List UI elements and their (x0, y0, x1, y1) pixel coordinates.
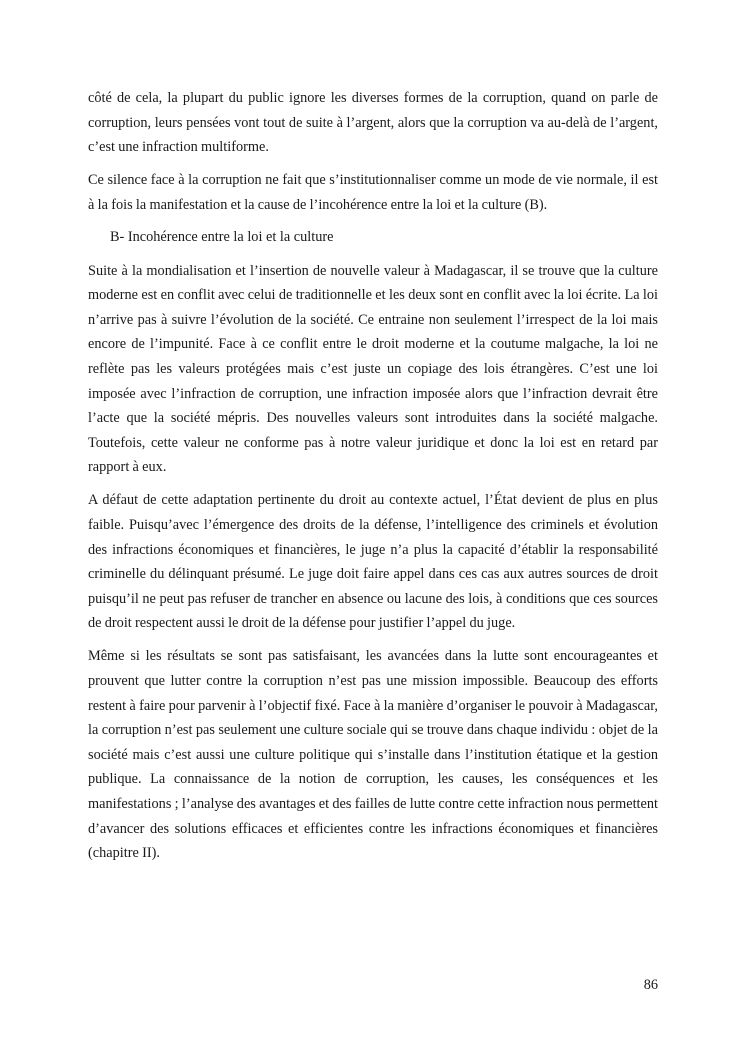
paragraph-mondialisation: Suite à la mondialisation et l’insertion de nouvelle valeur à Madagascar, il se trouve que la culture moderne est en conflit avec celui de traditionnelle et les deux sont en conflit avec la loi écrite. La loi n’arrive pas à suivre l’évolution de la société. Ce entraine non seulement l’irrespect de la loi mais encore de l’impunité. Face à ce conflit entre le droit moderne et la coutume malgache, la loi ne reflète pas les valeurs protégées mais c’est juste un copiage des lois étrangères. C’est une loi imposée avec l’infraction de corruption, une infraction imposée alors que l’infraction devrait être l’acte que la société mépris. Des nouvelles valeurs sont introduites dans la société malgache. Toutefois, cette valeur ne conforme pas à notre valeur juridique et donc la loi est en retard par rapport à eux. (88, 262, 658, 476)
page-number: 86 (643, 977, 658, 993)
page-body (88, 86, 658, 866)
paragraph-adaptation: A défaut de cette adaptation pertinente du droit au contexte actuel, l’État devient de plus en plus faible. Puisqu’avec l’émergence des droits de la défense, l’intelligence des criminels et évolution des infractions économiques et financières, le juge n’a plus la capacité d’établir la responsabilité criminelle du délinquant présumé. Le juge doit faire appel dans ces cas aux autres sources de droit puisqu’il ne peut pas refuser de trancher en absence ou lacune des lois, à conditions que ces sources de droit respectent aussi le droit de la défense pour justifier l’appel du juge. (88, 492, 658, 632)
section-heading: B- Incohérence entre la loi et la culture (110, 229, 334, 246)
paragraph-resultats: Même si les résultats se sont pas satisfaisant, les avancées dans la lutte sont encourageantes et prouvent que lutter contre la corruption n’est pas une mission impossible. Beaucoup des efforts restent à faire pour parvenir à l’objectif fixé. Face à la manière d’organiser le pouvoir à Madagascar, la corruption n’est pas seulement une culture sociale qui se trouve dans chaque individu : objet de la société mais c’est aussi une culture politique qui s’installe dans l’institution étatique et la gestion publique. La connaissance de la notion de corruption, les causes, les conséquences et les manifestations ; l’analyse des avantages et des failles de lutte contre cette infraction nous permettent d’avancer des solutions efficaces et efficientes contre les infractions économiques et financières (chapitre II). (88, 648, 658, 862)
paragraph-silence: Ce silence face à la corruption ne fait que s’institutionnaliser comme un mode de vie normale, il est à la fois la manifestation et la cause de l’incohérence entre la loi et la culture (B). (88, 172, 658, 213)
paragraph-intro-continuation: côté de cela, la plupart du public ignore les diverses formes de la corruption, quand on parle de corruption, leurs pensées vont tout de suite à l’argent, alors que la corruption va au-delà de l’argent, c’est une infraction multiforme. (88, 90, 658, 156)
